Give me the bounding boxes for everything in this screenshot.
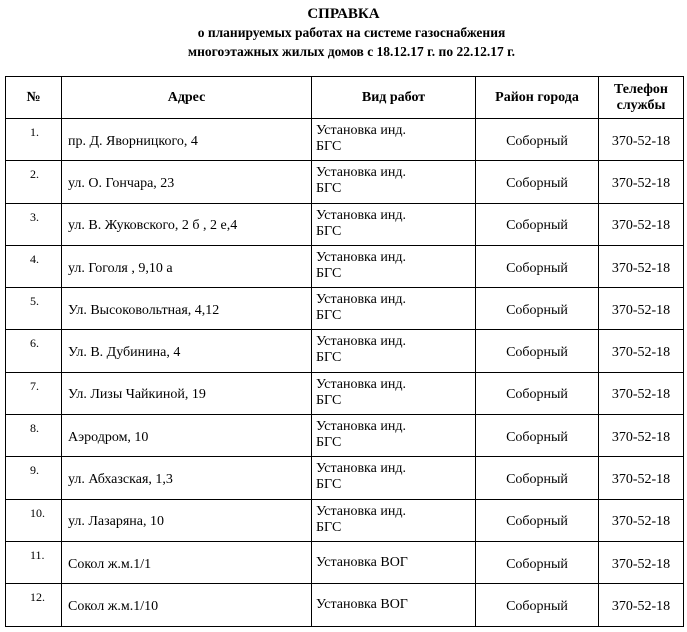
row-number: 10. <box>6 499 62 541</box>
row-number: 4. <box>6 245 62 287</box>
row-address: ул. В. Жуковского, 2 б , 2 е,4 <box>62 203 312 245</box>
row-address: пр. Д. Яворницкого, 4 <box>62 119 312 161</box>
row-work-type <box>312 584 476 626</box>
table-row <box>6 499 684 541</box>
row-number: 6. <box>6 330 62 372</box>
row-address: Аэродром, 10 <box>62 415 312 457</box>
row-address: ул. О. Гончара, 23 <box>62 161 312 203</box>
row-phone: 370-52-18 <box>599 330 684 372</box>
row-district: Соборный <box>476 119 599 161</box>
row-phone: 370-52-18 <box>599 161 684 203</box>
row-work-type-line2: БГС <box>316 181 342 197</box>
row-district: Соборный <box>476 541 599 583</box>
table-row <box>6 161 684 203</box>
row-work-type-line2: БГС <box>316 435 342 451</box>
document-subtitle-line1: о планируемых работах на системе газоснабжения <box>197 25 506 40</box>
row-work-type-line1: Установка ВОГ <box>316 596 408 612</box>
row-address: ул. Абхазская, 1,3 <box>62 457 312 499</box>
header-district: Район города <box>476 77 599 119</box>
row-address: ул. Гоголя , 9,10 а <box>62 245 312 287</box>
table-header-row <box>6 77 684 119</box>
row-work-type-line2: БГС <box>316 477 342 493</box>
row-phone: 370-52-18 <box>599 584 684 626</box>
header-phone-line2: службы <box>616 97 666 113</box>
row-district: Соборный <box>476 457 599 499</box>
row-work-type <box>312 372 476 414</box>
row-work-type <box>312 499 476 541</box>
table-row <box>6 288 684 330</box>
row-work-type-line1: Установка инд. <box>316 292 406 308</box>
row-district: Соборный <box>476 372 599 414</box>
row-work-type-line1: Установка инд. <box>316 249 406 265</box>
table-row <box>6 457 684 499</box>
row-phone: 370-52-18 <box>599 203 684 245</box>
header-work-type: Вид работ <box>312 77 476 119</box>
row-work-type <box>312 245 476 287</box>
row-work-type-line2: БГС <box>316 350 342 366</box>
row-phone: 370-52-18 <box>599 541 684 583</box>
table-row <box>6 415 684 457</box>
row-work-type-line2: БГС <box>316 223 342 239</box>
row-work-type-line1: Установка ВОГ <box>316 554 408 570</box>
row-phone: 370-52-18 <box>599 245 684 287</box>
row-number: 12. <box>6 584 62 626</box>
row-work-type <box>312 457 476 499</box>
row-district: Соборный <box>476 330 599 372</box>
row-address: Сокол ж.м.1/10 <box>62 584 312 626</box>
row-district: Соборный <box>476 161 599 203</box>
table-row <box>6 330 684 372</box>
document-title: СПРАВКА <box>307 6 380 22</box>
row-district: Соборный <box>476 245 599 287</box>
row-work-type-line1: Установка инд. <box>316 334 406 350</box>
row-work-type-line1: Установка инд. <box>316 419 406 435</box>
row-work-type-line1: Установка инд. <box>316 165 406 181</box>
table-row <box>6 584 684 626</box>
row-number: 1. <box>6 119 62 161</box>
header-address: Адрес <box>62 77 312 119</box>
works-table <box>5 76 684 627</box>
row-number: 8. <box>6 415 62 457</box>
row-address: ул. Лазаряна, 10 <box>62 499 312 541</box>
row-phone: 370-52-18 <box>599 372 684 414</box>
row-district: Соборный <box>476 584 599 626</box>
row-number: 3. <box>6 203 62 245</box>
row-work-type-line2: БГС <box>316 519 342 535</box>
row-number: 2. <box>6 161 62 203</box>
row-work-type-line2: БГС <box>316 139 342 154</box>
row-number: 11. <box>6 541 62 583</box>
row-work-type <box>312 119 476 161</box>
row-district: Соборный <box>476 415 599 457</box>
row-district: Соборный <box>476 288 599 330</box>
row-work-type-line2: БГС <box>316 308 342 324</box>
table-row <box>6 541 684 583</box>
row-work-type <box>312 203 476 245</box>
row-phone: 370-52-18 <box>599 119 684 161</box>
row-work-type-line1: Установка инд. <box>316 503 406 519</box>
table-row <box>6 245 684 287</box>
header-phone <box>599 77 684 119</box>
row-work-type <box>312 541 476 583</box>
row-work-type-line2: БГС <box>316 392 342 408</box>
row-phone: 370-52-18 <box>599 288 684 330</box>
row-address: Ул. Высоковольтная, 4,12 <box>62 288 312 330</box>
row-work-type-line1: Установка инд. <box>316 123 406 138</box>
header-phone-line1: Телефон <box>613 81 668 97</box>
table-row <box>6 203 684 245</box>
row-work-type-line1: Установка инд. <box>316 207 406 223</box>
table-row <box>6 372 684 414</box>
row-work-type-line1: Установка инд. <box>316 461 406 477</box>
row-phone: 370-52-18 <box>599 457 684 499</box>
document-subtitle-line2: многоэтажных жилых домов с 18.12.17 г. по 22.12.17 г. <box>187 44 516 59</box>
row-work-type <box>312 330 476 372</box>
row-address: Ул. В. Дубинина, 4 <box>62 330 312 372</box>
row-work-type <box>312 415 476 457</box>
row-phone: 370-52-18 <box>599 499 684 541</box>
row-address: Ул. Лизы Чайкиной, 19 <box>62 372 312 414</box>
header-num: № <box>6 77 62 119</box>
row-work-type-line1: Установка инд. <box>316 376 406 392</box>
row-work-type <box>312 288 476 330</box>
row-phone: 370-52-18 <box>599 415 684 457</box>
table-body <box>6 119 684 627</box>
table-row <box>6 119 684 161</box>
row-number: 9. <box>6 457 62 499</box>
row-address: Сокол ж.м.1/1 <box>62 541 312 583</box>
row-district: Соборный <box>476 499 599 541</box>
row-work-type <box>312 161 476 203</box>
row-district: Соборный <box>476 203 599 245</box>
row-number: 5. <box>6 288 62 330</box>
row-number: 7. <box>6 372 62 414</box>
row-work-type-line2: БГС <box>316 265 342 281</box>
